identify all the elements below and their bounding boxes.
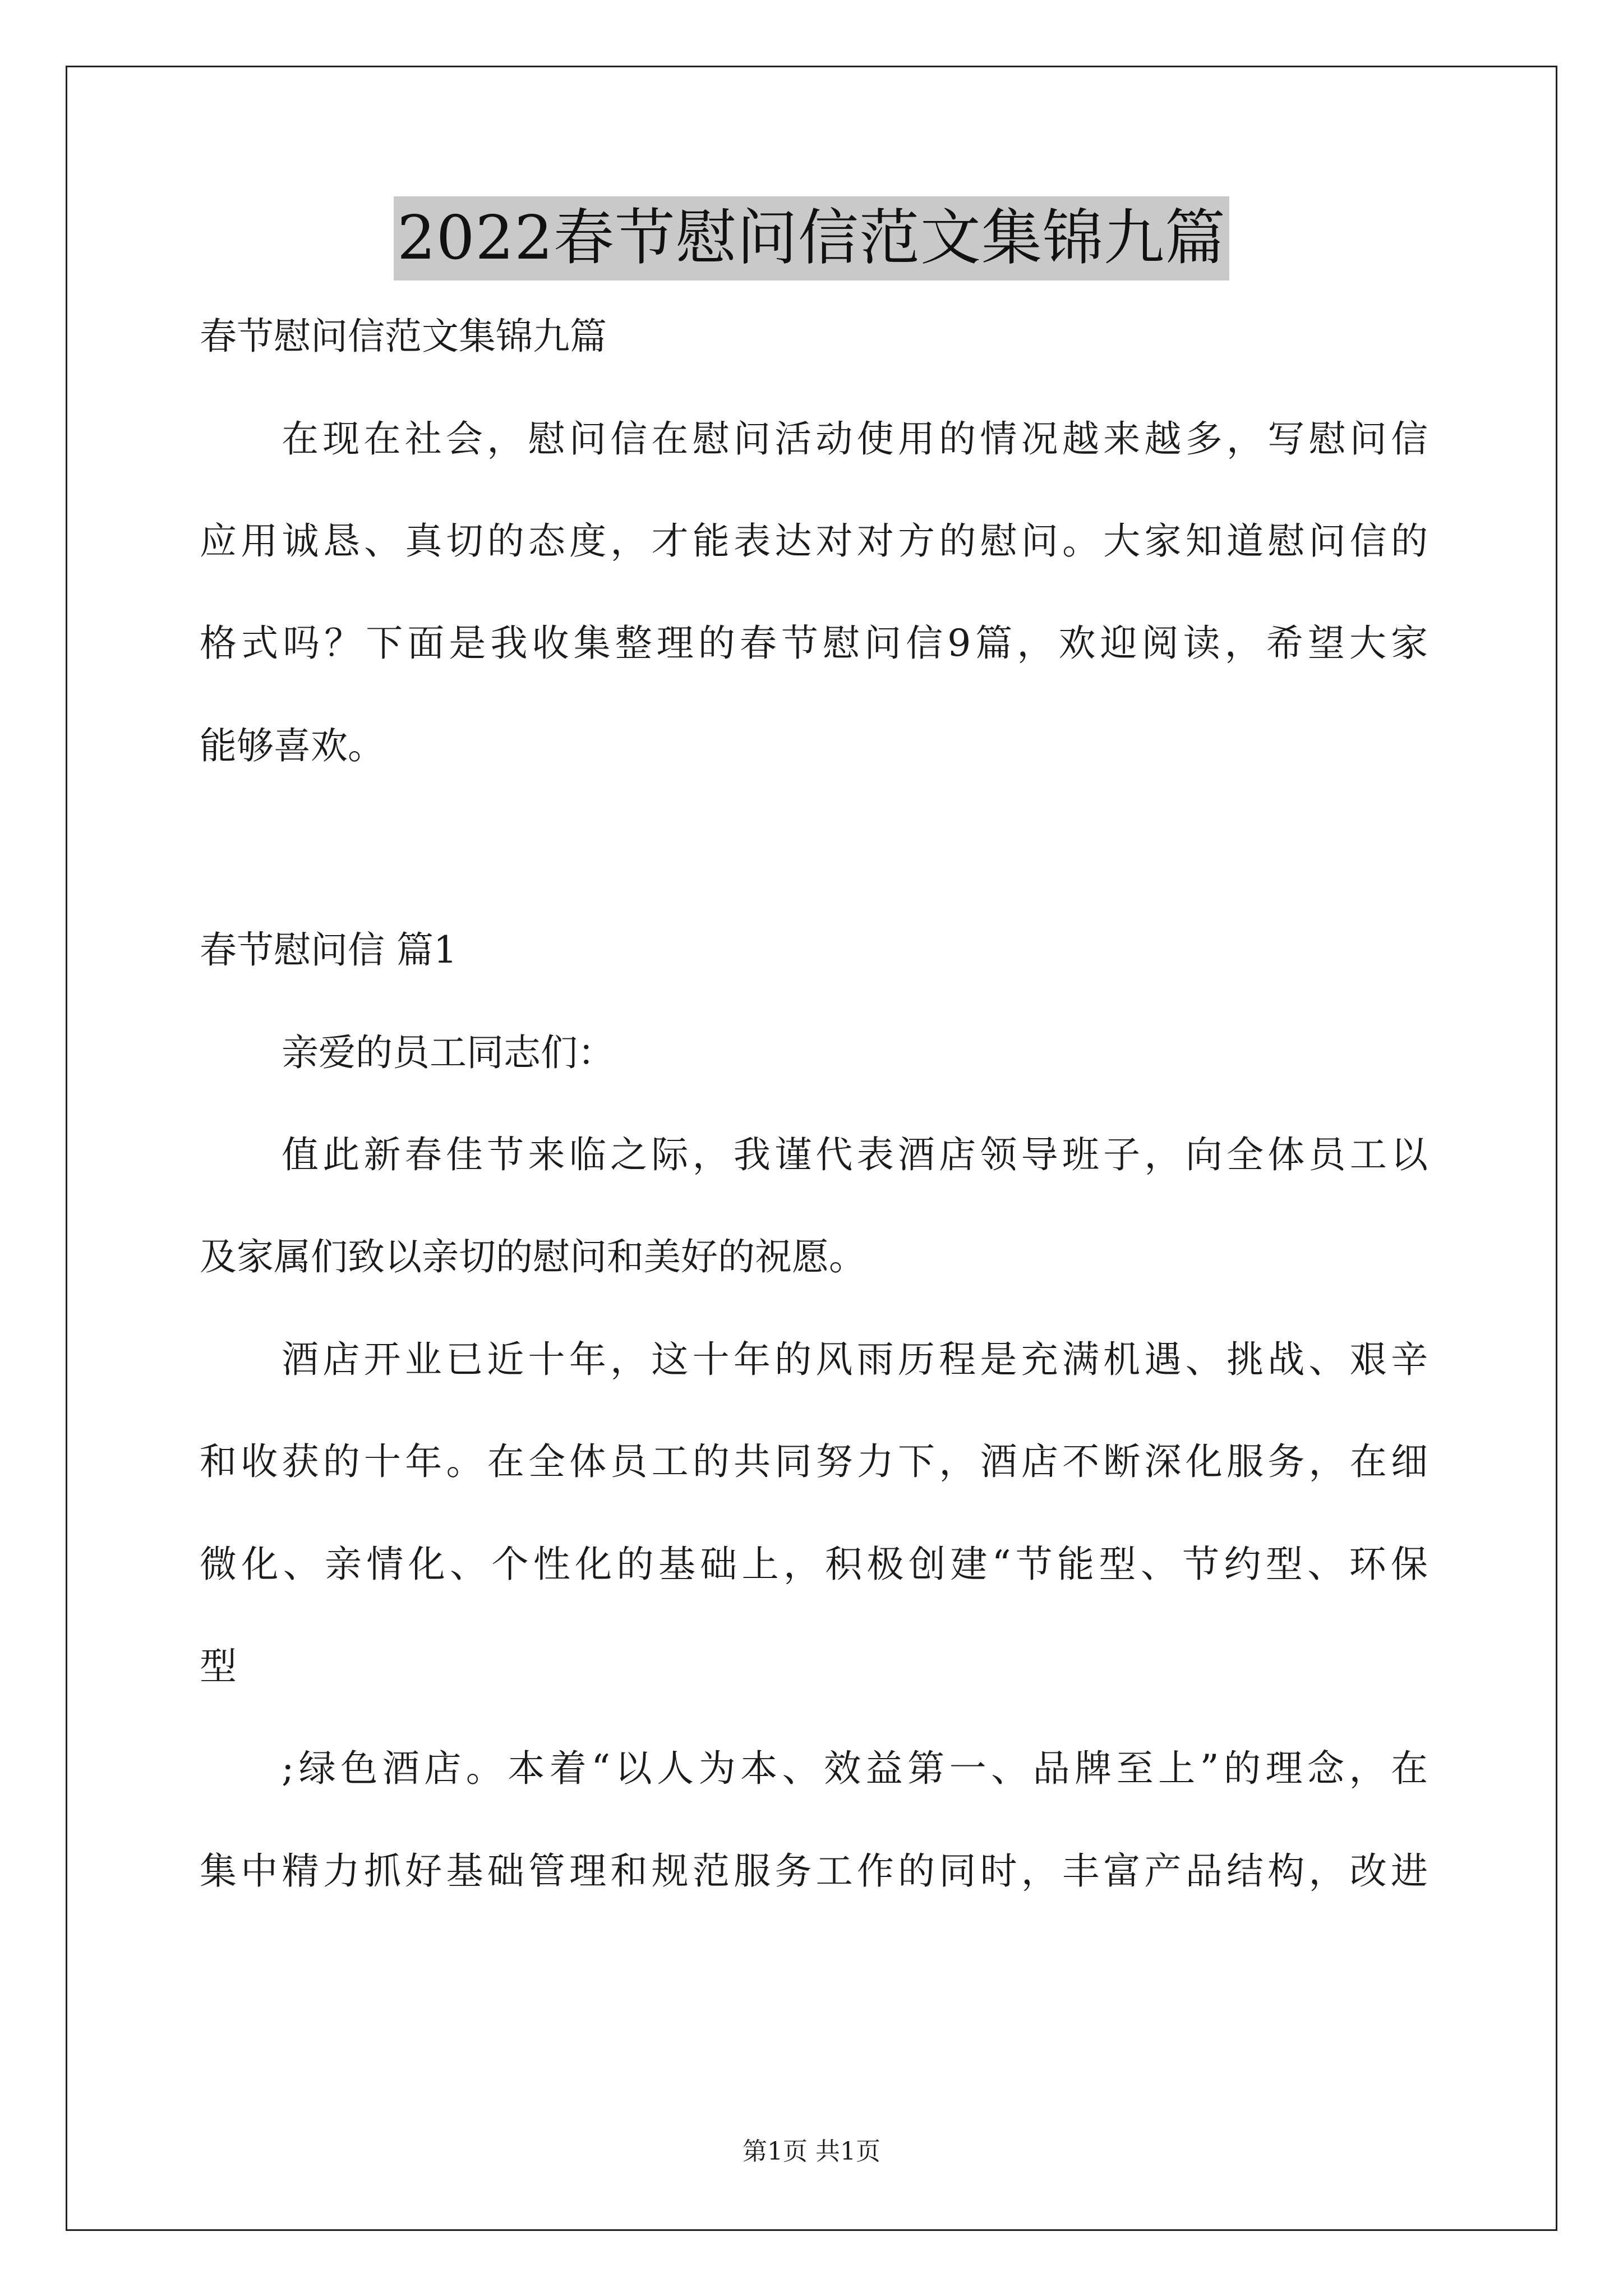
title-container [0, 196, 1623, 280]
page-footer: 第1页 共1页 [743, 2137, 880, 2166]
paragraph-line: 微化、亲情化、个性化的基础上，积极创建“节能型、节约型、环保 [200, 1543, 1428, 1586]
intro-line: 格式吗？下面是我收集整理的春节慰问信9篇，欢迎阅读，希望大家 [200, 622, 1428, 665]
paragraph-line: ;绿色酒店。本着“以人为本、效益第一、品牌至上”的理念，在 [282, 1747, 1428, 1790]
salutation: 亲爱的员工同志们： [282, 1031, 615, 1074]
paragraph-line: 及家属们致以亲切的慰问和美好的祝愿。 [200, 1235, 866, 1278]
paragraph-line: 集中精力抓好基础管理和规范服务工作的同时，丰富产品结构，改进 [200, 1849, 1428, 1893]
intro-line: 能够喜欢。 [200, 724, 385, 767]
intro-line: 应用诚恳、真切的态度，才能表达对对方的慰问。大家知道慰问信的 [200, 519, 1428, 563]
subtitle: 春节慰问信范文集锦九篇 [200, 315, 607, 358]
paragraph-line: 酒店开业已近十年，这十年的风雨历程是充满机遇、挑战、艰辛 [282, 1338, 1428, 1381]
paragraph-line: 和收获的十年。在全体员工的共同努力下，酒店不断深化服务，在细 [200, 1440, 1428, 1483]
paragraph-line: 型 [200, 1645, 237, 1688]
paragraph-line: 值此新春佳节来临之际，我谨代表酒店领导班子，向全体员工以 [282, 1133, 1428, 1176]
section-heading: 春节慰问信 篇1 [200, 928, 457, 972]
intro-line: 在现在社会，慰问信在慰问活动使用的情况越来越多，写慰问信 [282, 417, 1428, 461]
document-title: 2022春节慰问信范文集锦九篇 [394, 196, 1229, 280]
